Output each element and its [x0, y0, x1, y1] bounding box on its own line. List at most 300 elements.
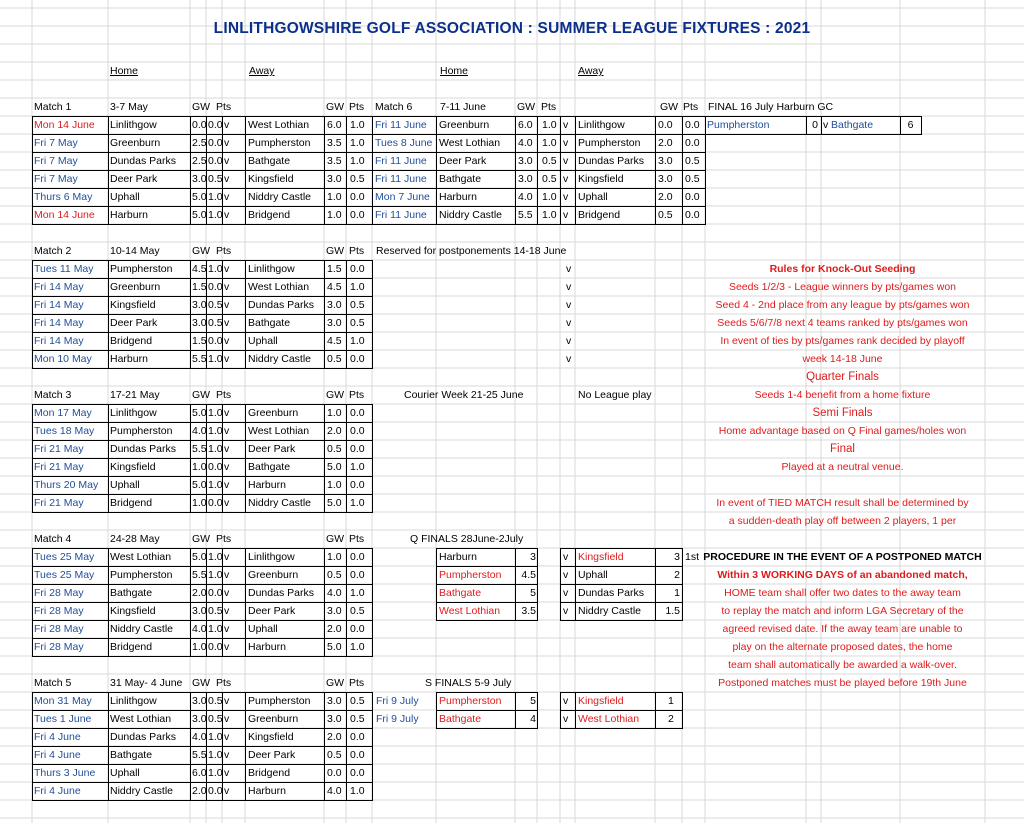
away-team: Bridgend [578, 209, 621, 221]
home-pts: 1.0 [208, 443, 223, 455]
fixture-date: Fri 28 May [34, 623, 84, 635]
away-team: Kingsfield [248, 731, 294, 743]
away-team: West Lothian [248, 425, 310, 437]
v-marker: v [224, 551, 230, 563]
gw-header-away: GW [326, 101, 345, 113]
gw-header-away: GW [326, 245, 345, 257]
v-marker: v [224, 263, 230, 275]
pts-header-away: Pts [683, 101, 699, 113]
home-team: Pumpherston [110, 425, 173, 437]
away-pts: 0.5 [350, 605, 365, 617]
final-label: FINAL 16 July Harburn GC [708, 101, 834, 113]
away-gw: 3.5 [327, 155, 342, 167]
away-team: Bridgend [248, 209, 291, 221]
home-pts: 1.0 [208, 191, 223, 203]
gw-header-away: GW [326, 389, 345, 401]
v-marker: v [566, 281, 572, 293]
fixture-date: Thurs 6 May [34, 191, 93, 203]
match6-label: Match 6 [375, 101, 413, 113]
fixture-date: Tues 25 May [34, 569, 95, 581]
v-marker: v [224, 281, 230, 293]
match-dates: 10-14 May [110, 245, 160, 257]
match-dates: 3-7 May [110, 101, 148, 113]
home-pts: 0.5 [542, 155, 557, 167]
v-marker: v [563, 713, 569, 725]
home-team: Deer Park [110, 173, 158, 185]
gw-header: GW [517, 101, 536, 113]
gw-header: GW [192, 101, 211, 113]
away-pts: 1.0 [350, 785, 365, 797]
rules-line: Seeds 1/2/3 - League winners by pts/games won [728, 281, 957, 293]
home-pts: 1.0 [208, 749, 223, 761]
away-gw: 3.0 [327, 317, 342, 329]
fixture-date: Fri 11 June [375, 119, 427, 131]
gw-header-away: GW [660, 101, 679, 113]
sf-date: Fri 9 July [376, 695, 419, 707]
home-pts: 1.0 [208, 407, 223, 419]
away-gw: 3.0 [327, 713, 342, 725]
away-pts: 0.5 [350, 317, 365, 329]
pts-header: Pts [216, 101, 232, 113]
fixture-date: Fri 11 June [375, 209, 427, 221]
v-marker: v [224, 209, 230, 221]
away-pts: 0.0 [350, 191, 365, 203]
v-marker: v [224, 155, 230, 167]
fixture-date: Tues 11 May [34, 263, 94, 275]
pts-header: Pts [216, 245, 232, 257]
rules-line: a sudden-death play off between 2 players, 1 per [728, 515, 957, 527]
v-marker: v [224, 641, 230, 653]
home-gw: 4.0 [192, 731, 207, 743]
away-gw: 4.5 [327, 281, 342, 293]
away-team: Pumpherston [248, 695, 311, 707]
v-marker: v [563, 587, 569, 599]
away-pts: 1.0 [350, 119, 365, 131]
home-gw: 4.5 [192, 263, 207, 275]
home-team: Niddry Castle [110, 785, 174, 797]
fixture-date: Fri 7 May [34, 155, 78, 167]
away-pts: 1.0 [350, 641, 365, 653]
gw-header: GW [192, 533, 211, 545]
postponed-line: PROCEDURE IN THE EVENT OF A POSTPONED MATCH [703, 551, 982, 563]
pts-header: Pts [216, 533, 232, 545]
match-dates: 24-28 May [110, 533, 160, 545]
qf-away-score: 1.5 [665, 605, 680, 617]
v-marker: v [224, 785, 230, 797]
home-pts: 0.5 [208, 299, 223, 311]
gw-header: GW [192, 677, 211, 689]
away-gw: 1.5 [327, 263, 342, 275]
postponed-line: Postponed matches must be played before 19th June [718, 677, 967, 689]
home-gw: 3.0 [192, 695, 207, 707]
home-pts: 1.0 [208, 623, 223, 635]
home-gw: 3.0 [192, 299, 207, 311]
away-pts: 0.0 [350, 731, 365, 743]
v-marker: v [563, 209, 569, 221]
home-gw: 4.0 [518, 191, 533, 203]
rules-line: Home advantage based on Q Final games/holes won [718, 425, 967, 437]
page-title: LINLITHGOWSHIRE GOLF ASSOCIATION : SUMMER LEAGUE FIXTURES : 2021 [213, 20, 811, 37]
home-pts: 0.5 [542, 173, 557, 185]
away-team: Dundas Parks [578, 155, 644, 167]
match-label: Match 5 [34, 677, 72, 689]
home-pts: 0.0 [208, 155, 223, 167]
away-gw: 3.0 [327, 299, 342, 311]
away-gw: 6.0 [327, 119, 342, 131]
away-team: Bathgate [248, 317, 291, 329]
home-team: Linlithgow [110, 407, 157, 419]
qf-away-score: 3 [674, 551, 680, 563]
home-gw: 5.5 [192, 749, 207, 761]
away-pts: 0.5 [350, 299, 365, 311]
away-team: Kingsfield [578, 173, 624, 185]
home-pts: 0.0 [208, 461, 223, 473]
away-team: Deer Park [248, 605, 296, 617]
fixture-date: Mon 14 June [34, 119, 95, 131]
away-pts: 1.0 [350, 497, 365, 509]
home-pts: 1.0 [208, 767, 223, 779]
away-team: Dundas Parks [248, 299, 314, 311]
home-gw: 1.0 [192, 461, 207, 473]
home-gw: 1.0 [192, 641, 207, 653]
rules-line: Semi Finals [812, 407, 873, 419]
fixture-date: Mon 31 May [34, 695, 92, 707]
home-gw: 6.0 [518, 119, 533, 131]
away-gw: 1.0 [327, 407, 342, 419]
v-marker: v [224, 335, 230, 347]
fixture-date: Fri 28 May [34, 605, 84, 617]
home-team: Greenburn [439, 119, 490, 131]
final-div [806, 116, 807, 134]
away-pts: 0.0 [685, 209, 700, 221]
v-marker: v [224, 479, 230, 491]
qf-home-score: 5 [530, 587, 536, 599]
home-gw: 3.0 [192, 605, 207, 617]
away-pts: 1.0 [350, 587, 365, 599]
home-team: Harburn [110, 353, 148, 365]
qf-away: Dundas Parks [578, 587, 644, 599]
home-gw: 5.5 [192, 569, 207, 581]
fixture-date: Fri 21 May [34, 497, 84, 509]
home-team: Niddry Castle [110, 623, 174, 635]
no-play-note: No League play [578, 389, 652, 401]
fixture-date: Fri 14 May [34, 281, 84, 293]
away-pts: 0.0 [350, 749, 365, 761]
home-pts: 1.0 [542, 137, 557, 149]
gw-header-away: GW [326, 533, 345, 545]
home-pts: 0.0 [208, 137, 223, 149]
v-marker: v [224, 713, 230, 725]
away-team: Bathgate [248, 155, 291, 167]
away-team: Pumpherston [578, 137, 641, 149]
away-gw: 2.0 [327, 425, 342, 437]
away-team: Deer Park [248, 749, 296, 761]
v-marker: v [224, 173, 230, 185]
home-pts: 1.0 [542, 191, 557, 203]
home-team: Harburn [110, 209, 148, 221]
rules-line: Seeds 5/6/7/8 next 4 teams ranked by pts/games won [717, 317, 968, 329]
home-gw: 2.0 [192, 587, 207, 599]
home-gw: 5.5 [192, 353, 207, 365]
fixture-date: Thurs 20 May [34, 479, 99, 491]
away-team: Greenburn [248, 407, 299, 419]
away-gw: 3.0 [327, 173, 342, 185]
final-home: Pumpherston [707, 119, 770, 131]
fixture-date: Fri 4 June [34, 785, 81, 797]
home-pts: 1.0 [208, 209, 223, 221]
away-pts: 0.0 [350, 767, 365, 779]
away-gw: 4.0 [327, 785, 342, 797]
home-gw: 1.5 [192, 281, 207, 293]
qf-away-score: 2 [674, 569, 680, 581]
fixture-date: Fri 4 June [34, 731, 81, 743]
v-marker: v [566, 317, 572, 329]
match-dates: 17-21 May [110, 389, 160, 401]
away-team: Uphall [248, 623, 278, 635]
pts-header-away: Pts [349, 677, 365, 689]
home-gw: 2.0 [192, 785, 207, 797]
match-label: Match 3 [34, 389, 72, 401]
home-pts: 0.0 [208, 641, 223, 653]
home-pts: 0.0 [208, 335, 223, 347]
sf-label: S FINALS 5-9 July [425, 677, 512, 689]
final-div [900, 116, 901, 134]
away-gw: 4.5 [327, 335, 342, 347]
gw-header-away: GW [326, 677, 345, 689]
pts-header-away: Pts [349, 101, 365, 113]
rules-line: Seeds 1-4 benefit from a home fixture [754, 389, 931, 401]
rules-line: Final [830, 443, 855, 455]
fixture-date: Fri 14 May [34, 299, 84, 311]
away-team: Linlithgow [578, 119, 625, 131]
away-header: Away [249, 65, 275, 77]
away-pts: 0.0 [350, 443, 365, 455]
v-marker: v [224, 623, 230, 635]
v-marker: v [566, 335, 572, 347]
away-pts: 0.0 [350, 263, 365, 275]
away-team: Harburn [248, 785, 286, 797]
home-team: Uphall [110, 191, 140, 203]
home-gw: 5.0 [192, 479, 207, 491]
postponed-line: to replay the match and inform LGA Secretary of the [721, 605, 964, 617]
away-gw: 1.0 [327, 191, 342, 203]
home-team: Greenburn [110, 281, 161, 293]
fixture-date: Tues 1 June [34, 713, 92, 725]
away-pts: 0.5 [350, 713, 365, 725]
home-gw: 3.0 [192, 173, 207, 185]
home-gw: 3.0 [192, 317, 207, 329]
v-marker: v [224, 299, 230, 311]
home-team: Kingsfield [110, 299, 156, 311]
v-marker: v [563, 155, 569, 167]
v-marker: v [224, 425, 230, 437]
home-gw: 3.0 [518, 173, 533, 185]
fixture-date: Thurs 3 June [34, 767, 96, 779]
rules-line [700, 476, 985, 494]
home-pts: 0.5 [208, 317, 223, 329]
final-away-score: 6 [907, 119, 914, 131]
home-pts: 1.0 [542, 119, 557, 131]
v-marker: v [566, 353, 572, 365]
away-team: Uphall [248, 335, 278, 347]
away-pts: 0.0 [350, 407, 365, 419]
fixture-date: Mon 10 May [34, 353, 92, 365]
away-gw: 3.0 [327, 695, 342, 707]
away-gw: 2.0 [658, 137, 673, 149]
away-gw: 5.0 [327, 461, 342, 473]
away-gw: 0.0 [327, 767, 342, 779]
sf-home: Bathgate [439, 713, 482, 725]
home-team: Deer Park [110, 317, 158, 329]
away-pts: 0.5 [685, 173, 700, 185]
away-team: West Lothian [248, 281, 310, 293]
fixture-date: Fri 28 May [34, 587, 84, 599]
qf-away-score: 1 [674, 587, 680, 599]
away-team: Uphall [578, 191, 608, 203]
gw-header: GW [192, 245, 211, 257]
home-gw: 5.0 [192, 209, 207, 221]
away-pts: 0.0 [350, 551, 365, 563]
away-pts: 0.5 [350, 173, 365, 185]
away-pts: 0.0 [685, 137, 700, 149]
v-marker: v [224, 407, 230, 419]
away-team: Bathgate [248, 461, 291, 473]
home-team: Niddry Castle [439, 209, 503, 221]
pts-header-away: Pts [349, 533, 365, 545]
fixture-date: Fri 11 June [375, 173, 427, 185]
v-marker: v [224, 353, 230, 365]
v-marker: v [224, 731, 230, 743]
fixture-date: Mon 17 May [34, 407, 92, 419]
home-pts: 0.0 [208, 281, 223, 293]
sf-away-score: 1 [668, 695, 674, 707]
home-team: West Lothian [439, 137, 501, 149]
v-marker: v [224, 767, 230, 779]
home-team: Deer Park [439, 155, 487, 167]
pts-header: Pts [541, 101, 557, 113]
away-team: Pumpherston [248, 137, 311, 149]
home-team: Uphall [110, 767, 140, 779]
away-team: Greenburn [248, 569, 299, 581]
qf-home: Harburn [439, 551, 477, 563]
home-team: Bathgate [110, 587, 153, 599]
home-gw: 5.0 [192, 191, 207, 203]
rules-line: In event of ties by pts/games rank decided by playoff [720, 335, 965, 347]
away-header-2: Away [578, 65, 604, 77]
home-team: Bathgate [110, 749, 153, 761]
fixture-date: Fri 21 May [34, 461, 84, 473]
match-label: Match 1 [34, 101, 72, 113]
rules-line: Quarter Finals [806, 371, 879, 383]
home-team: Greenburn [110, 137, 161, 149]
qf-away: Kingsfield [578, 551, 624, 563]
away-pts: 0.0 [350, 623, 365, 635]
away-pts: 0.5 [685, 155, 700, 167]
home-team: Pumpherston [110, 263, 173, 275]
fixture-date: Tues 18 May [34, 425, 95, 437]
match6-dates: 7-11 June [440, 101, 486, 113]
rules-line: Rules for Knock-Out Seeding [769, 263, 916, 275]
qf-away: Uphall [578, 569, 608, 581]
home-gw: 1.0 [192, 497, 207, 509]
v-marker: v [224, 191, 230, 203]
home-team: Pumpherston [110, 569, 173, 581]
away-gw: 0.0 [658, 119, 673, 131]
match-label: Match 2 [34, 245, 72, 257]
away-pts: 0.0 [350, 479, 365, 491]
final-away: Bathgate [831, 119, 874, 131]
home-header-2: Home [440, 65, 469, 77]
away-gw: 0.5 [327, 569, 342, 581]
away-team: Harburn [248, 479, 286, 491]
away-team: Niddry Castle [248, 353, 312, 365]
home-team: Dundas Parks [110, 155, 176, 167]
home-pts: 1.0 [208, 551, 223, 563]
rules-line: Seed 4 - 2nd place from any league by pts/games won [715, 299, 970, 311]
home-pts: 0.5 [208, 713, 223, 725]
final-home-score: 0 [812, 119, 818, 131]
sf-date: Fri 9 July [376, 713, 419, 725]
home-gw: 2.5 [192, 137, 207, 149]
away-gw: 0.5 [327, 443, 342, 455]
rules-line: Played at a neutral venue. [781, 461, 904, 473]
away-gw: 5.0 [327, 641, 342, 653]
reserved-note: Reserved for postponements 14-18 June [376, 245, 567, 257]
away-team: Dundas Parks [248, 587, 314, 599]
away-gw: 0.5 [658, 209, 673, 221]
v-marker: v [563, 551, 569, 563]
v-marker: v [224, 443, 230, 455]
v-marker: v [224, 695, 230, 707]
rules-line: In event of TIED MATCH result shall be determined by [716, 497, 969, 509]
sf-home-score: 4 [530, 713, 536, 725]
away-gw: 2.0 [327, 623, 342, 635]
away-team: Niddry Castle [248, 497, 312, 509]
home-pts: 0.0 [208, 587, 223, 599]
away-gw: 3.0 [658, 155, 673, 167]
rules-line: week 14-18 June [802, 353, 883, 365]
v-marker: v [563, 605, 569, 617]
v-marker: v [563, 173, 569, 185]
home-team: Dundas Parks [110, 443, 176, 455]
away-gw: 0.5 [327, 353, 342, 365]
fixture-date: Fri 14 May [34, 335, 84, 347]
v-marker: v [563, 119, 569, 131]
home-team: Bridgend [110, 497, 153, 509]
sf-away: West Lothian [578, 713, 640, 725]
postponed-line: agreed revised date. If the away team are unable to [722, 623, 963, 635]
home-team: Uphall [110, 479, 140, 491]
home-team: Linlithgow [110, 695, 157, 707]
v-marker: v [224, 137, 230, 149]
away-team: Bridgend [248, 767, 291, 779]
match-label: Match 4 [34, 533, 72, 545]
fixture-date: Tues 25 May [34, 551, 95, 563]
fixture-date: Fri 7 May [34, 173, 78, 185]
home-pts: 0.0 [208, 785, 223, 797]
match-dates: 31 May- 4 June [110, 677, 183, 689]
away-pts: 0.0 [685, 119, 700, 131]
qf-home-score: 3.5 [521, 605, 536, 617]
away-pts: 0.0 [350, 425, 365, 437]
away-pts: 1.0 [350, 137, 365, 149]
sf-home: Pumpherston [439, 695, 502, 707]
v-marker: v [224, 317, 230, 329]
postponed-line: play on the alternate proposed dates, the home [732, 641, 953, 653]
sf-away: Kingsfield [578, 695, 624, 707]
home-team: Harburn [439, 191, 477, 203]
away-team: Greenburn [248, 713, 299, 725]
